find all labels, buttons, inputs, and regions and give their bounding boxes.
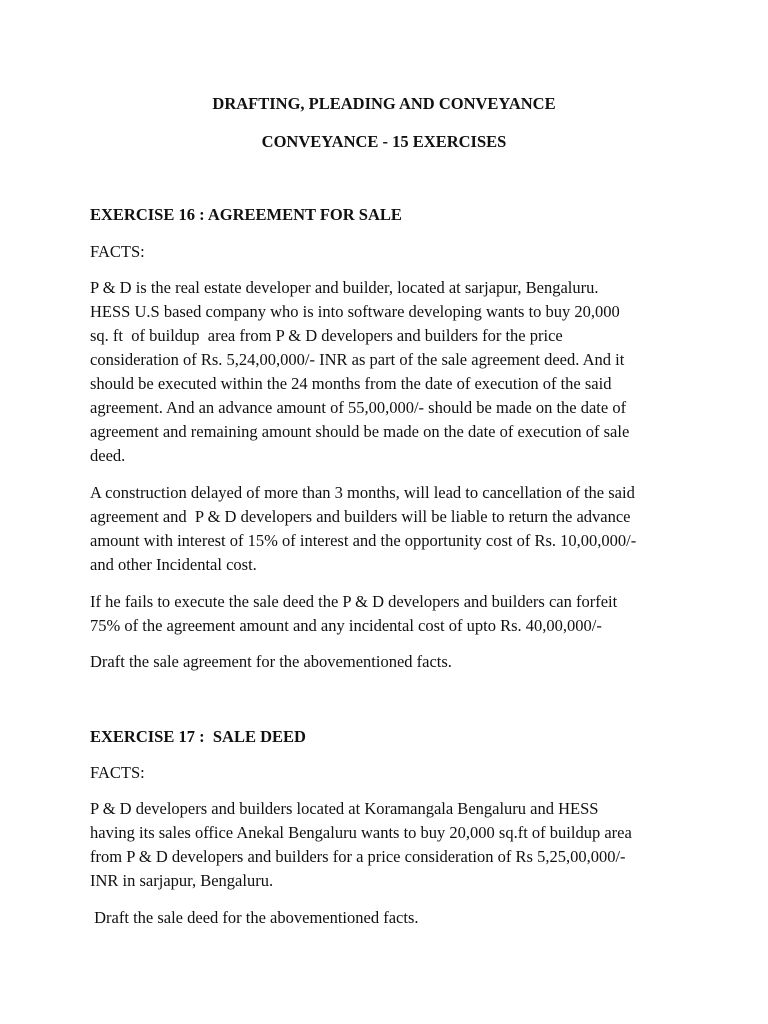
paragraph-line: Draft the sale deed for the abovementioned facts. xyxy=(90,908,419,927)
exercise-17-heading: EXERCISE 17 : SALE DEED xyxy=(90,727,306,746)
exercise-16-paragraph-2 xyxy=(90,481,690,577)
paragraph-line: having its sales office Anekal Bengaluru wants to buy 20,000 sq.ft of buildup area xyxy=(90,823,632,842)
document-title: DRAFTING, PLEADING AND CONVEYANCE xyxy=(212,94,556,113)
paragraph-line: P & D is the real estate developer and builder, located at sarjapur, Bengaluru. xyxy=(90,278,599,297)
paragraph-line: amount with interest of 15% of interest and the opportunity cost of Rs. 10,00,000/- xyxy=(90,531,637,550)
paragraph-line: consideration of Rs. 5,24,00,000/- INR as part of the sale agreement deed. And it xyxy=(90,350,625,369)
paragraph-line: 75% of the agreement amount and any incidental cost of upto Rs. 40,00,000/- xyxy=(90,616,602,635)
paragraph-line: from P & D developers and builders for a price consideration of Rs 5,25,00,000/- xyxy=(90,847,626,866)
paragraph-line: deed. xyxy=(90,446,126,465)
paragraph-line: and other Incidental cost. xyxy=(90,555,257,574)
paragraph-line: sq. ft of buildup area from P & D developers and builders for the price xyxy=(90,326,563,345)
paragraph-line: P & D developers and builders located at Koramangala Bengaluru and HESS xyxy=(90,799,599,818)
exercise-16-paragraph-1 xyxy=(90,276,690,468)
paragraph-line: HESS U.S based company who is into software developing wants to buy 20,000 xyxy=(90,302,620,321)
paragraph-line: agreement and P & D developers and builders will be liable to return the advance xyxy=(90,507,631,526)
exercise-17-paragraph-1 xyxy=(90,797,690,893)
paragraph-line: If he fails to execute the sale deed the P & D developers and builders can forfeit xyxy=(90,592,618,611)
paragraph-line: INR in sarjapur, Bengaluru. xyxy=(90,871,274,890)
paragraph-line: agreement. And an advance amount of 55,00,000/- should be made on the date of xyxy=(90,398,627,417)
exercise-16-facts-label: FACTS: xyxy=(90,242,145,261)
exercise-16-paragraph-4 xyxy=(90,650,690,674)
exercise-17-paragraph-2 xyxy=(90,906,690,930)
paragraph-line: A construction delayed of more than 3 months, will lead to cancellation of the said xyxy=(90,483,635,502)
paragraph-line: should be executed within the 24 months from the date of execution of the said xyxy=(90,374,612,393)
document-subtitle: CONVEYANCE - 15 EXERCISES xyxy=(261,132,507,151)
exercise-17-facts-label: FACTS: xyxy=(90,763,145,782)
paragraph-line: Draft the sale agreement for the abovementioned facts. xyxy=(90,652,452,671)
exercise-16-paragraph-3 xyxy=(90,590,690,638)
exercise-16-heading: EXERCISE 16 : AGREEMENT FOR SALE xyxy=(90,205,402,224)
paragraph-line: agreement and remaining amount should be made on the date of execution of sale xyxy=(90,422,630,441)
